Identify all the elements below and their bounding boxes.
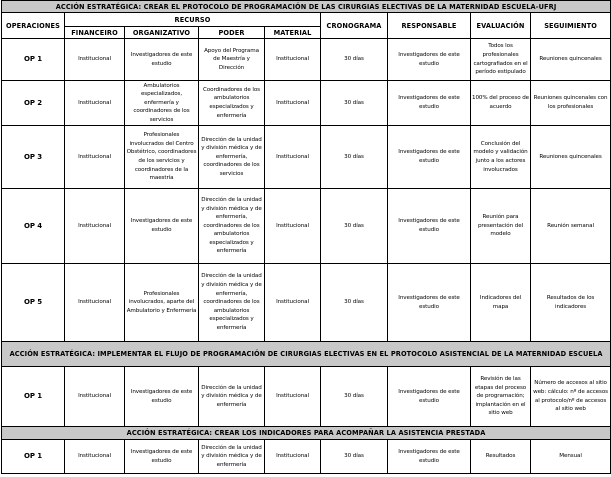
section-title: ACCIÓN ESTRATÉGICA: CREAR EL PROTOCOLO DE PROGRAMACIÓN DE LAS CIRURGIAS ELECTIVAS DE LA MATERNIDAD ESCUELA-UFRJ: [2, 1, 611, 13]
cell-responsable: Investigadores de este estudio: [388, 189, 471, 264]
cell-organizativo: Investigadores de este estudio: [125, 189, 199, 264]
cell-seguimiento: Reuniones quincenales con los profesionales: [531, 81, 611, 126]
operation-id: OP 1: [2, 39, 65, 81]
cell-seguimiento: Mensual: [531, 440, 611, 474]
cell-poder: Apoyo del Programa de Maestría y Dirección: [199, 39, 265, 81]
cell-responsable: Investigadores de este estudio: [388, 126, 471, 189]
cell-cronograma: 30 días: [321, 189, 388, 264]
table-row: [2, 189, 611, 264]
cell-organizativo: Investigadores de este estudio: [125, 39, 199, 81]
cell-poder: Dirección de la unidad y división médica y de enfermería, coordinadores de los ambulatorios especializados y enfermería: [199, 264, 265, 342]
cell-evaluacion: Resultados: [471, 440, 531, 474]
cell-material: Institucional: [265, 126, 321, 189]
cell-material: Institucional: [265, 367, 321, 427]
header-material: MATERIAL: [265, 27, 321, 39]
header-evaluacion: EVALUACIÓN: [471, 13, 531, 39]
header-operaciones: OPERACIONES: [2, 13, 65, 39]
section-header-1: [2, 1, 611, 13]
section-title: ACCIÓN ESTRATÉGICA: CREAR LOS INDICADORES PARA ACOMPAÑAR LA ASISTENCIA PRESTADA: [2, 427, 611, 440]
table-row: [2, 81, 611, 126]
cell-material: Institucional: [265, 264, 321, 342]
header-seguimiento: SEGUIMIENTO: [531, 13, 611, 39]
header-financeiro: FINANCEIRO: [65, 27, 125, 39]
cell-responsable: Investigadores de este estudio: [388, 367, 471, 427]
table-row: [2, 264, 611, 342]
cell-organizativo: Profesionales involucrados del Centro Obstétrico, coordinadores de los servicios y coordinadores de la maestría: [125, 126, 199, 189]
cell-material: Institucional: [265, 81, 321, 126]
cell-poder: Coordinadores de los ambulatorios especializados y enfermería: [199, 81, 265, 126]
cell-evaluacion: Revisión de las etapas del proceso de programación; implantación en el sitio web: [471, 367, 531, 427]
cell-cronograma: 30 días: [321, 440, 388, 474]
operation-id: OP 1: [2, 367, 65, 427]
cell-poder: Dirección de la unidad y división médica y de enfermería, coordinadores de los ambulatorios especializados y enfermería: [199, 189, 265, 264]
cell-poder: Dirección de la unidad y división médica y de enfermería, coordinadores de los servicios: [199, 126, 265, 189]
cell-responsable: Investigadores de este estudio: [388, 440, 471, 474]
cell-cronograma: 30 días: [321, 264, 388, 342]
table-row: [2, 126, 611, 189]
section-header-3: [2, 427, 611, 440]
header-organizativo: ORGANIZATIVO: [125, 27, 199, 39]
header-recurso: RECURSO: [65, 13, 321, 27]
header-poder: PODER: [199, 27, 265, 39]
cell-evaluacion: Reunión para presentación del modelo: [471, 189, 531, 264]
cell-material: Institucional: [265, 39, 321, 81]
cell-seguimiento: Reuniones quincenales: [531, 39, 611, 81]
cell-material: Institucional: [265, 440, 321, 474]
table-row: [2, 440, 611, 474]
cell-seguimiento: Reunión semanal: [531, 189, 611, 264]
cell-poder: Dirección de la unidad y división médica y de enfermería: [199, 367, 265, 427]
cell-seguimiento: Reuniones quincenales: [531, 126, 611, 189]
cell-financeiro: Institucional: [65, 81, 125, 126]
cell-seguimiento: Número de accesos al sitio web: cálculo: nº de accesos al protocolo/nº de accesos al sitio web: [531, 367, 611, 427]
cell-financeiro: Institucional: [65, 440, 125, 474]
cell-financeiro: Institucional: [65, 189, 125, 264]
cell-cronograma: 30 días: [321, 126, 388, 189]
operation-id: OP 2: [2, 81, 65, 126]
cell-financeiro: Institucional: [65, 39, 125, 81]
section-header-2: [2, 342, 611, 367]
header-cronograma: CRONOGRAMA: [321, 13, 388, 39]
cell-poder: Dirección de la unidad y división médica y de enfermería: [199, 440, 265, 474]
cell-organizativo: Investigadores de este estudio: [125, 367, 199, 427]
cell-seguimiento: Resultados de los indicadores: [531, 264, 611, 342]
table-row: [2, 367, 611, 427]
operation-id: OP 1: [2, 440, 65, 474]
cell-organizativo: Investigadores de este estudio: [125, 440, 199, 474]
cell-evaluacion: Conclusión del modelo y validación junto a los actores involucrados: [471, 126, 531, 189]
cell-financeiro: Institucional: [65, 367, 125, 427]
cell-financeiro: Institucional: [65, 264, 125, 342]
operation-id: OP 4: [2, 189, 65, 264]
cell-evaluacion: Todos los profesionales cartografiados en el período estipulado: [471, 39, 531, 81]
cell-material: Institucional: [265, 189, 321, 264]
cell-cronograma: 30 días: [321, 81, 388, 126]
cell-responsable: Investigadores de este estudio: [388, 264, 471, 342]
cell-responsable: Investigadores de este estudio: [388, 81, 471, 126]
cell-evaluacion: 100% del proceso de acuerdo: [471, 81, 531, 126]
cell-evaluacion: Indicadores del mapa: [471, 264, 531, 342]
operation-id: OP 3: [2, 126, 65, 189]
cell-organizativo: Profesionales involucrados, aparte del Ambulatorio y Enfermería: [125, 264, 199, 342]
cell-organizativo: Ambulatorios especializados, enfermería y coordinadores de los servicios: [125, 81, 199, 126]
cell-financeiro: Institucional: [65, 126, 125, 189]
table-row: [2, 39, 611, 81]
cell-cronograma: 30 días: [321, 367, 388, 427]
cell-responsable: Investigadores de este estudio: [388, 39, 471, 81]
operation-id: OP 5: [2, 264, 65, 342]
column-header-row: [2, 13, 611, 27]
cell-cronograma: 30 días: [321, 39, 388, 81]
strategic-action-plan-table: [1, 0, 611, 474]
section-title: ACCIÓN ESTRATÉGICA: IMPLEMENTAR EL FLUJO DE PROGRAMACIÓN DE CIRURGIAS ELECTIVAS EN EL PROTOCOLO ASISTENCIAL DE LA MATERNIDAD ESCUELA: [2, 342, 611, 367]
header-responsable: RESPONSABLE: [388, 13, 471, 39]
